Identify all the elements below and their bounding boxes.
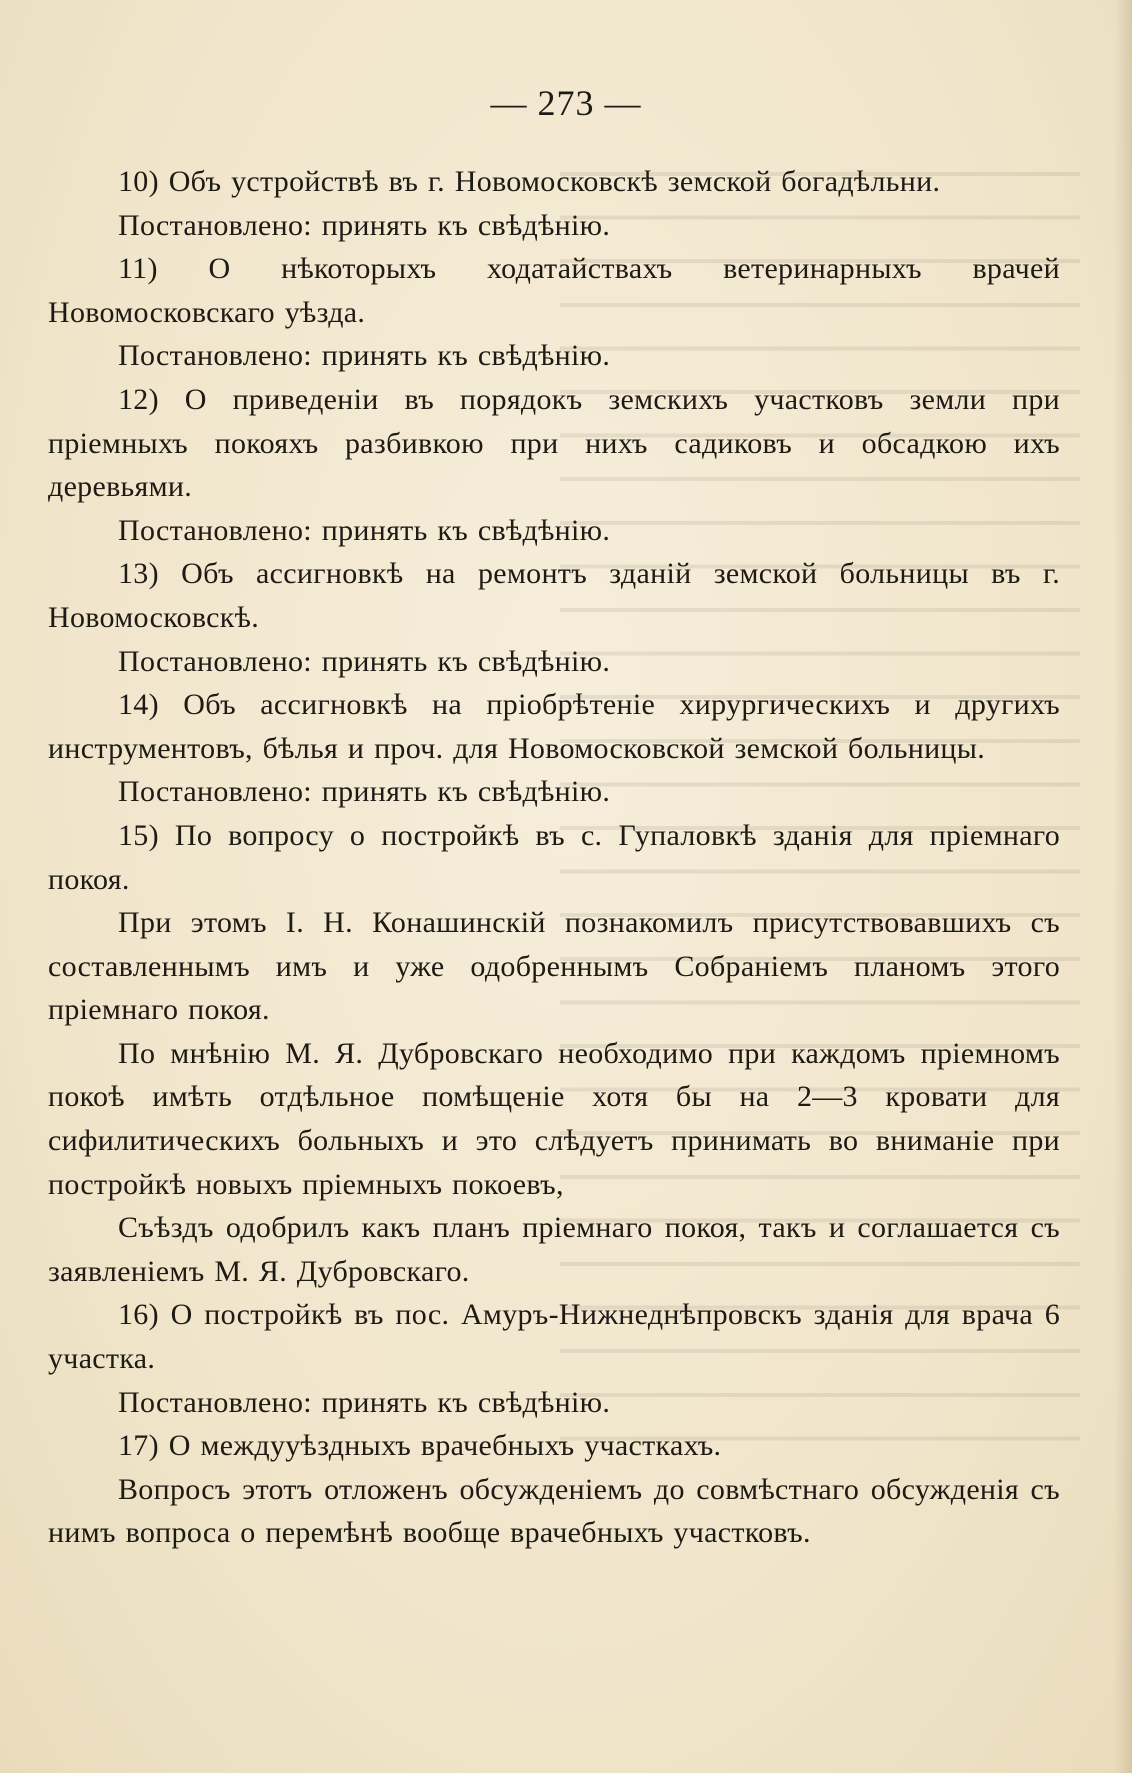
page-number: — 273 — xyxy=(490,83,642,123)
item-17-heading: 17) О междууѣздныхъ врачебныхъ участкахъ. xyxy=(118,1429,722,1463)
item-15-discussion-1: При этомъ I. Н. Конашинскій познакомилъ присутствовавшихъ съ составленнымъ имъ и уже одобреннымъ Собраніемъ планомъ этого пріемнаго покоя. xyxy=(48,906,1060,1027)
item-13-resolution: Постановлено: принять къ свѣдѣнію. xyxy=(118,644,611,678)
item-16-resolution: Постановлено: принять къ свѣдѣнію. xyxy=(118,1385,611,1419)
item-10-heading: 10) Объ устройствѣ въ г. Новомосковскѣ земской богадѣльни. xyxy=(118,165,941,198)
item-16-heading: 16) О постройкѣ въ пос. Амуръ-Нижнеднѣпровскъ зданія для врача 6 участка. xyxy=(48,1298,1060,1376)
item-12-heading: 12) О приведеніи въ порядокъ земскихъ участковъ земли при пріемныхъ покояхъ разбивкою при нихъ садиковъ и обсадкою ихъ деревьями. xyxy=(48,382,1060,504)
item-14-heading: 14) Объ ассигновкѣ на пріобрѣтеніе хирургическихъ и другихъ инструментовъ, бѣлья и проч. для Новомосковской земской больницы. xyxy=(48,688,1060,765)
item-13-heading: 13) Объ ассигновкѣ на ремонтъ зданій земской больницы въ г. Новомосковскѣ. xyxy=(48,557,1060,634)
item-11-resolution: Постановлено: принять къ свѣдѣнію. xyxy=(118,339,611,373)
page-body xyxy=(48,160,1060,1555)
item-14-resolution: Постановлено: принять къ свѣдѣнію. xyxy=(118,775,611,809)
page-spine-shadow xyxy=(1114,0,1132,1773)
item-11-heading: 11) О нѣкоторыхъ ходатайствахъ ветеринарныхъ врачей Новомосковскаго уѣзда. xyxy=(48,252,1060,329)
item-15-heading: 15) По вопросу о постройкѣ въ с. Гупаловкѣ зданія для пріемнаго покоя. xyxy=(48,818,1060,896)
item-15-resolution: Съѣздъ одобрилъ какъ планъ пріемнаго покоя, такъ и соглашается съ заявленіемъ М. Я. Дубровскаго. xyxy=(48,1211,1060,1288)
item-12-resolution: Постановлено: принять къ свѣдѣнію. xyxy=(118,513,611,547)
item-15-discussion-2: По мнѣнію М. Я. Дубровскаго необходимо при каждомъ пріемномъ покоѣ имѣть отдѣльное помѣщеніе хотя бы на 2—3 кровати для сифилитическихъ больныхъ и это слѣдуетъ принимать во вниманіе при постройкѣ новыхъ пріемныхъ покоевъ, xyxy=(48,1036,1060,1201)
item-10-resolution: Постановлено: принять къ свѣдѣнію. xyxy=(118,208,611,242)
item-17-resolution: Вопросъ этотъ отложенъ обсужденіемъ до совмѣстнаго обсужденія съ нимъ вопроса о перемѣнѣ вообще врачебныхъ участковъ. xyxy=(48,1472,1060,1550)
